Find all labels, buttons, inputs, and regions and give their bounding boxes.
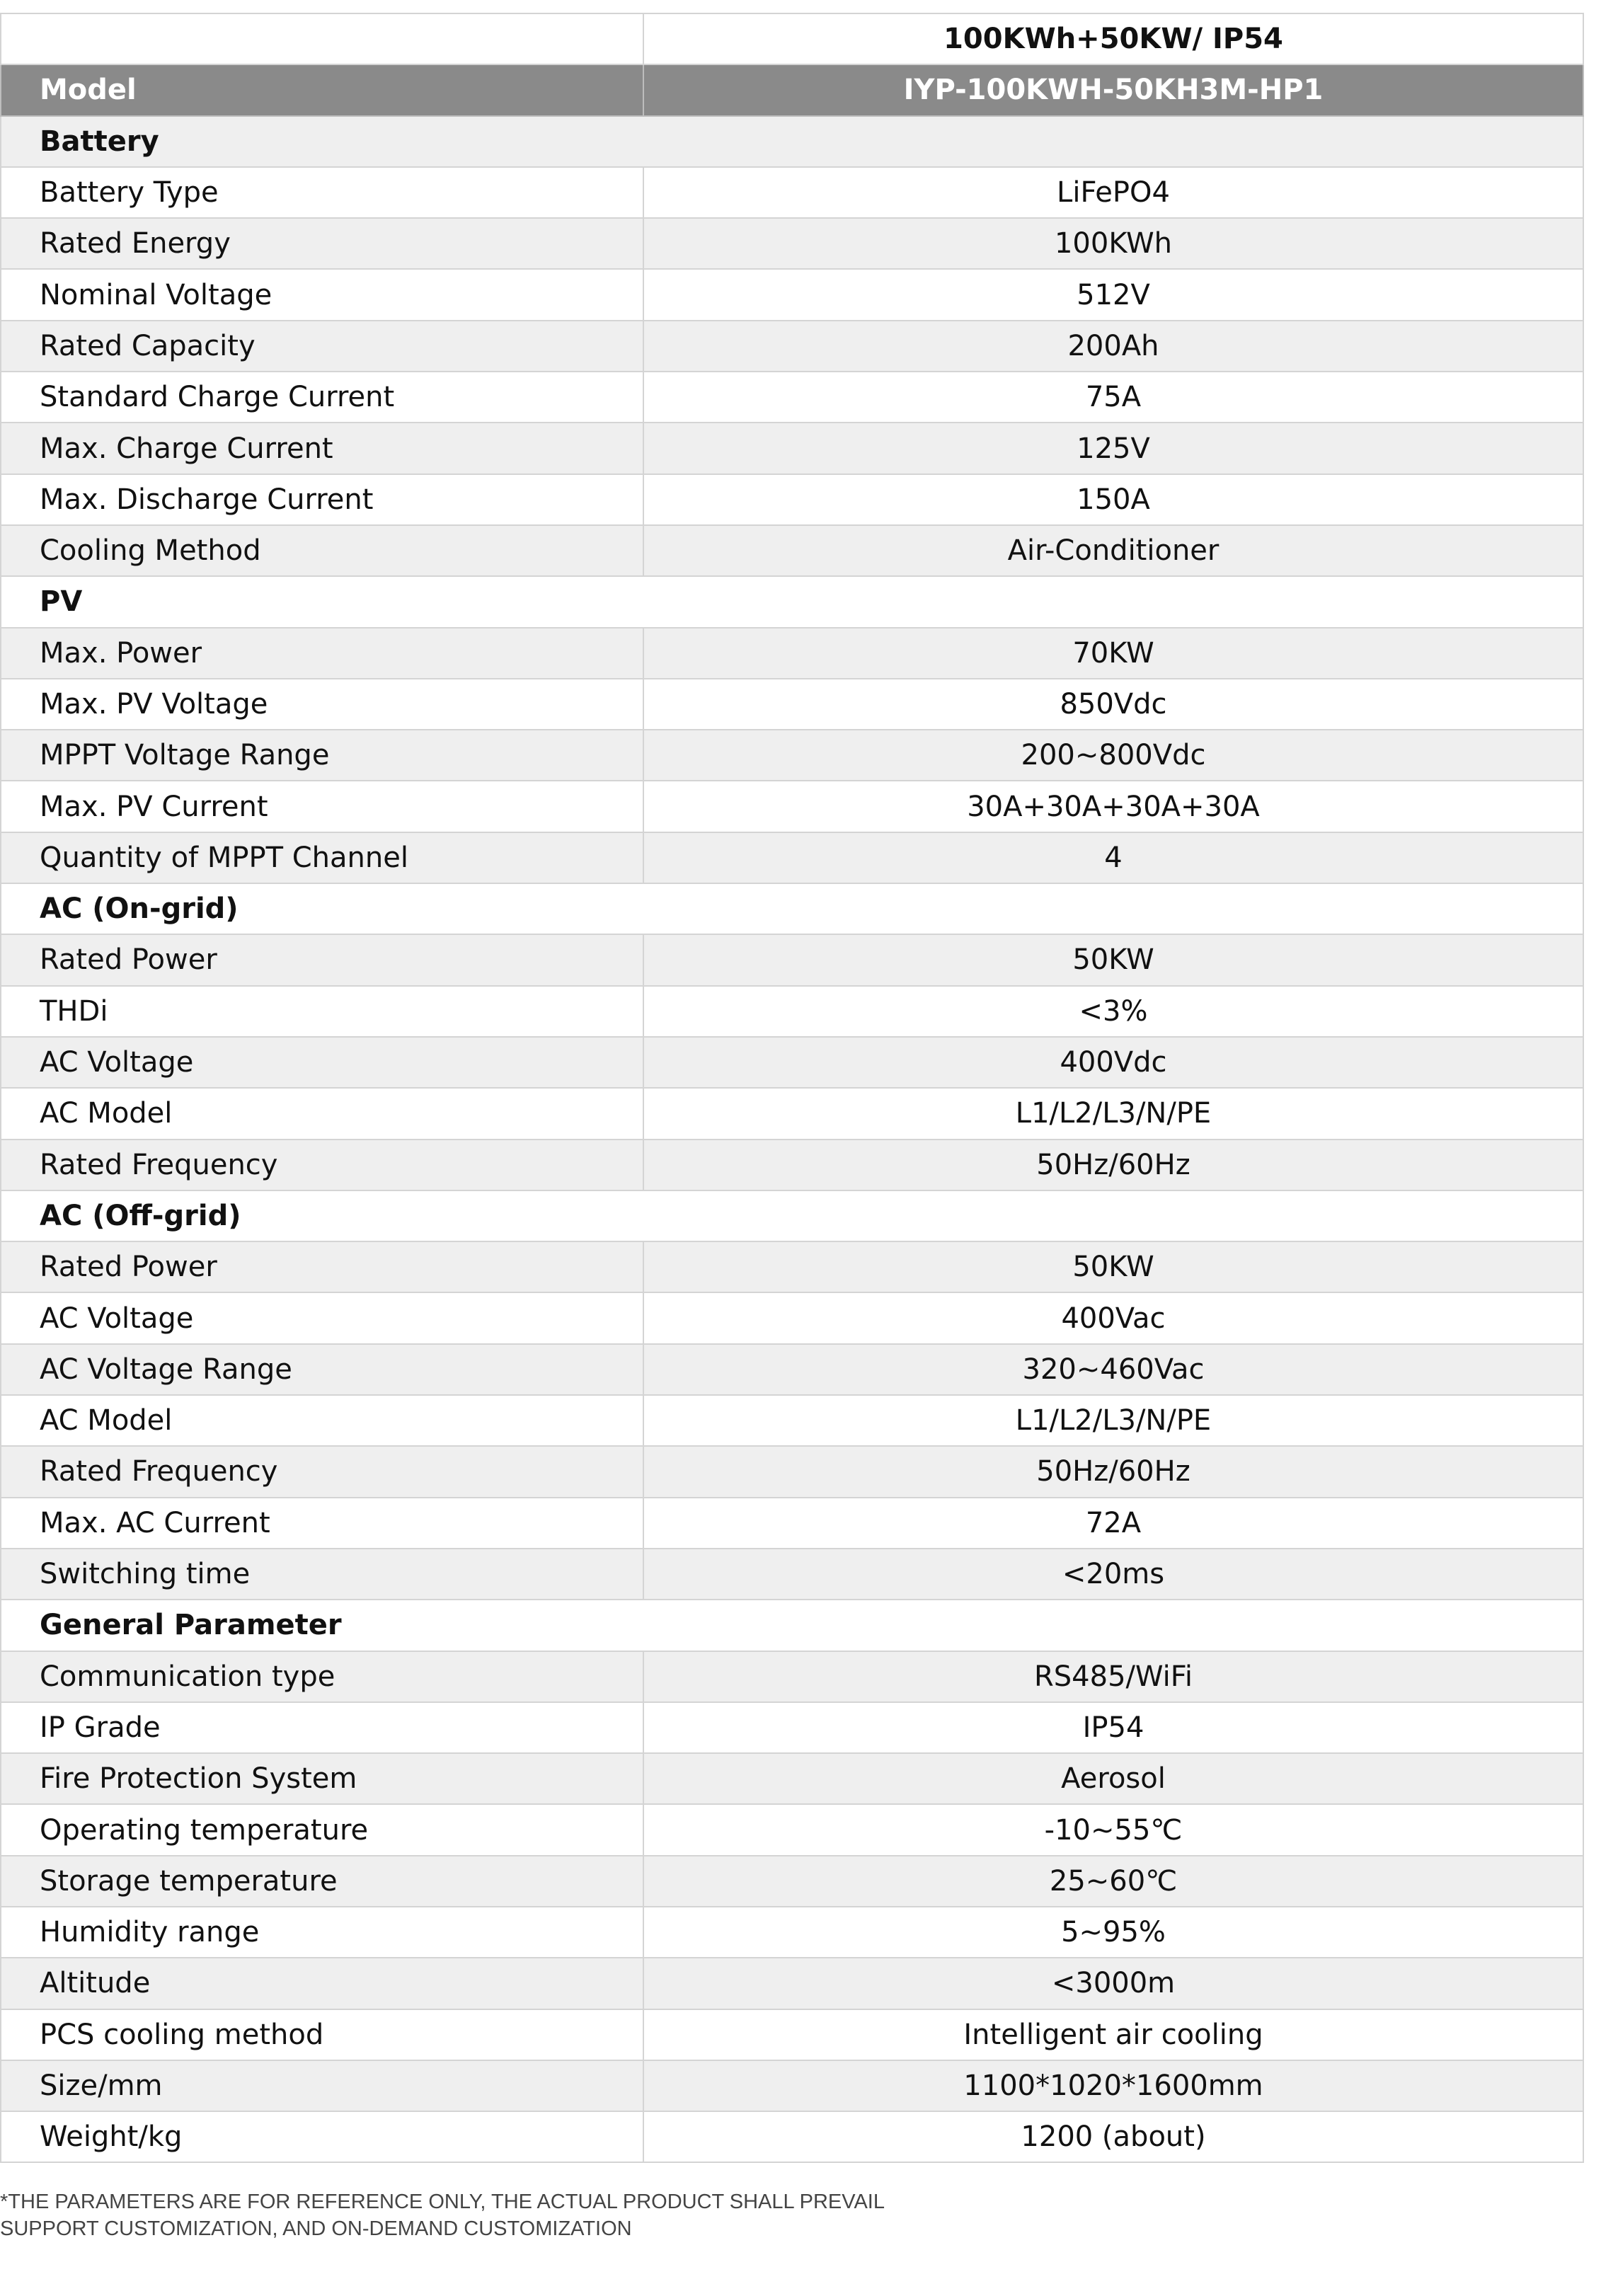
spec-row: [1, 423, 1583, 473]
spec-label: Humidity range: [1, 1907, 643, 1958]
spec-row: [1, 1856, 1583, 1907]
spec-value: LiFePO4: [643, 167, 1583, 218]
spec-label: Rated Capacity: [1, 321, 643, 372]
spec-label: Max. AC Current: [1, 1498, 643, 1549]
spec-value: Intelligent air cooling: [643, 2009, 1583, 2060]
spec-value: 200~800Vdc: [643, 730, 1583, 781]
section-row: [1, 1600, 1583, 1651]
spec-value: 400Vac: [643, 1292, 1583, 1343]
spec-value: 200Ah: [643, 321, 1583, 372]
spec-row: [1, 679, 1583, 730]
spec-value: 512V: [643, 269, 1583, 320]
spec-row: [1, 628, 1583, 679]
spec-value: <3000m: [643, 1958, 1583, 2009]
section-heading: Battery: [1, 116, 1583, 167]
spec-value: 50Hz/60Hz: [643, 1446, 1583, 1497]
spec-value: 320~460Vac: [643, 1344, 1583, 1395]
section-row: [1, 116, 1583, 167]
spec-label: Switching time: [1, 1549, 643, 1600]
spec-value: 125V: [643, 423, 1583, 473]
spec-label: Fire Protection System: [1, 1753, 643, 1804]
spec-label: Weight/kg: [1, 2111, 643, 2162]
spec-row: [1, 1241, 1583, 1292]
spec-label: Operating temperature: [1, 1804, 643, 1855]
spec-value: 50Hz/60Hz: [643, 1140, 1583, 1190]
spec-label: AC Model: [1, 1088, 643, 1139]
spec-label: IP Grade: [1, 1702, 643, 1753]
spec-row: [1, 1088, 1583, 1139]
spec-row: [1, 1292, 1583, 1343]
spec-row: [1, 1958, 1583, 2009]
spec-row: [1, 781, 1583, 832]
spec-row: [1, 474, 1583, 525]
config-header-row: [1, 13, 1583, 64]
spec-value: <3%: [643, 986, 1583, 1037]
spec-row: [1, 1907, 1583, 1958]
spec-table: [0, 13, 1584, 2163]
spec-row: [1, 372, 1583, 423]
spec-value: 4: [643, 832, 1583, 883]
spec-label: Battery Type: [1, 167, 643, 218]
spec-value: 850Vdc: [643, 679, 1583, 730]
spec-table-body: [1, 13, 1583, 2162]
spec-row: [1, 525, 1583, 576]
model-value: IYP-100KWH-50KH3M-HP1: [643, 64, 1583, 115]
spec-label: Max. PV Voltage: [1, 679, 643, 730]
spec-value: 30A+30A+30A+30A: [643, 781, 1583, 832]
spec-label: Rated Frequency: [1, 1446, 643, 1497]
footnote: [0, 2188, 885, 2242]
spec-value: Aerosol: [643, 1753, 1583, 1804]
spec-row: [1, 1804, 1583, 1855]
section-heading: AC (On-grid): [1, 883, 1583, 934]
spec-label: Quantity of MPPT Channel: [1, 832, 643, 883]
section-heading: AC (Off-grid): [1, 1190, 1583, 1241]
section-heading: General Parameter: [1, 1600, 1583, 1651]
spec-label: Cooling Method: [1, 525, 643, 576]
spec-row: [1, 1140, 1583, 1190]
spec-value: 50KW: [643, 934, 1583, 985]
spec-row: [1, 832, 1583, 883]
footnote-line-reference: *THE PARAMETERS ARE FOR REFERENCE ONLY, THE ACTUAL PRODUCT SHALL PREVAIL: [0, 2191, 885, 2213]
spec-value: 1100*1020*1600mm: [643, 2060, 1583, 2111]
spec-value: L1/L2/L3/N/PE: [643, 1088, 1583, 1139]
spec-label: PCS cooling method: [1, 2009, 643, 2060]
model-label: Model: [1, 64, 643, 115]
spec-label: AC Model: [1, 1395, 643, 1446]
spec-row: [1, 167, 1583, 218]
spec-row: [1, 218, 1583, 269]
spec-row: [1, 1549, 1583, 1600]
footnote-line-customization: SUPPORT CUSTOMIZATION, AND ON-DEMAND CUSTOMIZATION: [0, 2217, 632, 2240]
spec-row: [1, 1702, 1583, 1753]
config-header-blank: [1, 13, 643, 64]
spec-value: 100KWh: [643, 218, 1583, 269]
spec-label: Rated Power: [1, 1241, 643, 1292]
spec-value: 70KW: [643, 628, 1583, 679]
spec-label: Rated Energy: [1, 218, 643, 269]
spec-row: [1, 1651, 1583, 1702]
spec-label: AC Voltage: [1, 1292, 643, 1343]
spec-label: Max. PV Current: [1, 781, 643, 832]
spec-value: Air-Conditioner: [643, 525, 1583, 576]
spec-row: [1, 934, 1583, 985]
section-row: [1, 883, 1583, 934]
spec-value: -10~55℃: [643, 1804, 1583, 1855]
spec-value: 25~60℃: [643, 1856, 1583, 1907]
spec-label: MPPT Voltage Range: [1, 730, 643, 781]
spec-label: AC Voltage Range: [1, 1344, 643, 1395]
spec-value: 50KW: [643, 1241, 1583, 1292]
section-row: [1, 1190, 1583, 1241]
spec-row: [1, 1395, 1583, 1446]
spec-value: 150A: [643, 474, 1583, 525]
spec-row: [1, 1446, 1583, 1497]
spec-value: 1200 (about): [643, 2111, 1583, 2162]
model-row: [1, 64, 1583, 115]
spec-row: [1, 1037, 1583, 1088]
spec-row: [1, 1344, 1583, 1395]
spec-row: [1, 321, 1583, 372]
spec-value: 72A: [643, 1498, 1583, 1549]
section-row: [1, 576, 1583, 627]
section-heading: PV: [1, 576, 1583, 627]
spec-row: [1, 1498, 1583, 1549]
spec-row: [1, 1753, 1583, 1804]
spec-label: Nominal Voltage: [1, 269, 643, 320]
spec-row: [1, 730, 1583, 781]
spec-label: Altitude: [1, 1958, 643, 2009]
spec-row: [1, 2060, 1583, 2111]
spec-value: <20ms: [643, 1549, 1583, 1600]
spec-value: 75A: [643, 372, 1583, 423]
spec-value: 400Vdc: [643, 1037, 1583, 1088]
spec-label: Communication type: [1, 1651, 643, 1702]
spec-row: [1, 2009, 1583, 2060]
spec-row: [1, 986, 1583, 1037]
spec-label: Max. Charge Current: [1, 423, 643, 473]
spec-value: RS485/WiFi: [643, 1651, 1583, 1702]
spec-value: IP54: [643, 1702, 1583, 1753]
spec-label: Storage temperature: [1, 1856, 643, 1907]
spec-label: Standard Charge Current: [1, 372, 643, 423]
spec-label: Size/mm: [1, 2060, 643, 2111]
spec-label: THDi: [1, 986, 643, 1037]
spec-row: [1, 2111, 1583, 2162]
spec-row: [1, 269, 1583, 320]
spec-label: Max. Power: [1, 628, 643, 679]
spec-label: Rated Frequency: [1, 1140, 643, 1190]
spec-label: Rated Power: [1, 934, 643, 985]
spec-value: L1/L2/L3/N/PE: [643, 1395, 1583, 1446]
spec-value: 5~95%: [643, 1907, 1583, 1958]
spec-label: Max. Discharge Current: [1, 474, 643, 525]
spec-label: AC Voltage: [1, 1037, 643, 1088]
config-header-cell: 100KWh+50KW/ IP54: [643, 13, 1583, 64]
